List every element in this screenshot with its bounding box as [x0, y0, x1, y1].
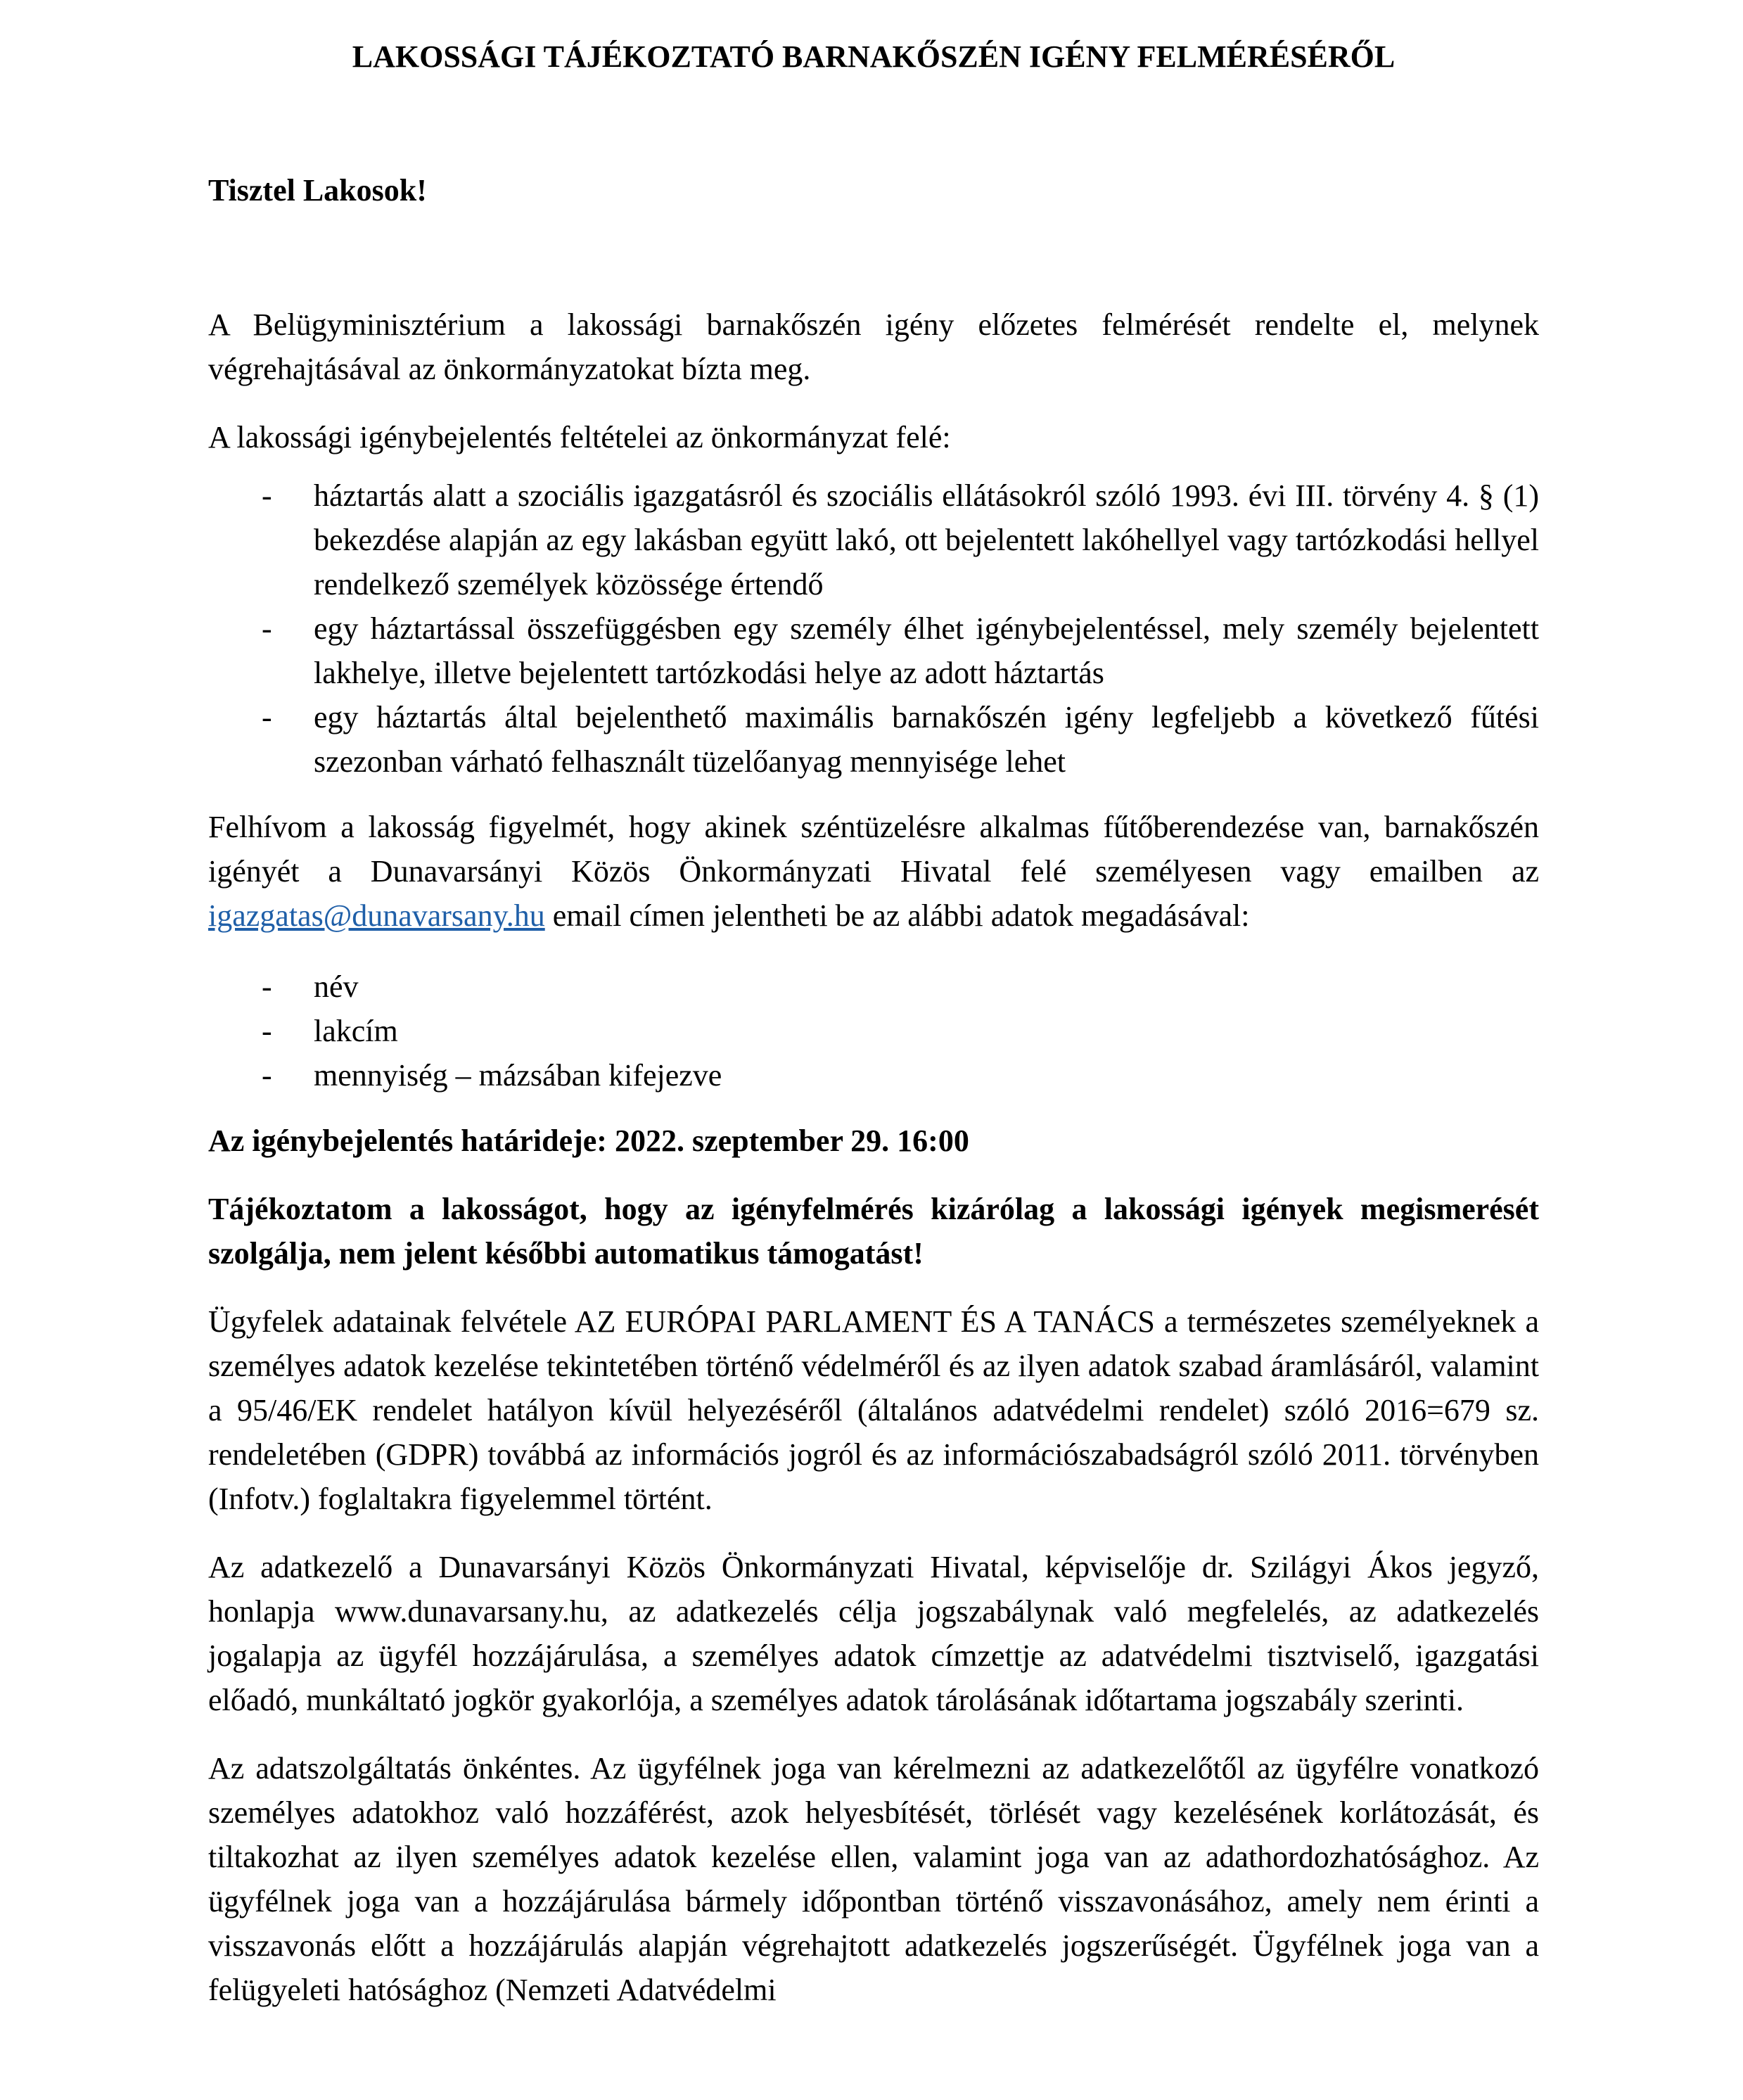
email-link[interactable]: igazgatas@dunavarsany.hu: [208, 898, 545, 933]
conditions-heading: A lakossági igénybejelentés feltételei az önkormányzat felé:: [208, 420, 951, 454]
document-title: LAKOSSÁGI TÁJÉKOZTATÓ BARNAKŐSZÉN IGÉNY FELMÉRÉSÉRŐL: [352, 39, 1396, 74]
dash-bullet: -: [262, 478, 272, 513]
condition-text: háztartás alatt a szociális igazgatásról és szociális ellátásokról szóló 1993. évi III. törvény 4. § (1) bekezdése alapján az egy lakásban együtt lakó, ott bejelentett lakóhellyel vagy tartózkodási hellyel rendelkező személyek közössége értendő: [314, 478, 1539, 602]
list-item: [208, 473, 1539, 606]
list-item: [208, 1053, 1539, 1097]
notice-paragraph: [208, 805, 1539, 938]
list-item: [208, 1009, 1539, 1053]
dash-bullet: -: [262, 700, 272, 734]
dash-bullet: -: [262, 969, 272, 1004]
list-item: [208, 606, 1539, 695]
required-data-text: mennyiség – mázsában kifejezve: [314, 1058, 722, 1093]
condition-text: egy háztartással összefüggésben egy személy élhet igénybejelentéssel, mely személy bejelentett lakhelye, illetve bejelentett tartózkodási helye az adott háztartás: [314, 611, 1539, 690]
notice-text-before: Felhívom a lakosság figyelmét, hogy akinek széntüzelésre alkalmas fűtőberendezése van, barnakőszén igényét a Dunavarsányi Közös Önkormányzati Hivatal felé személyesen vagy emailben az: [208, 810, 1539, 889]
gdpr-paragraph: Ügyfelek adatainak felvétele AZ EURÓPAI PARLAMENT ÉS A TANÁCS a természetes személyeknek a személyes adatok kezelése tekintetében történő védelméről és az ilyen adatok szabad áramlásáról, valamint a 95/46/EK rendelet hatályon kívül helyezéséről (általános adatvédelmi rendelet) szóló 2016=679 sz. rendeletében (GDPR) továbbá az információs jogról és az információszabadságról szóló 2011. törvényben (Infotv.) foglaltakra figyelemmel történt.: [208, 1304, 1539, 1516]
list-item: [208, 965, 1539, 1009]
rights-paragraph: Az adatszolgáltatás önkéntes. Az ügyfélnek joga van kérelmezni az adatkezelőtől az ügyfélre vonatkozó személyes adatokhoz való hozzáférést, azok helyesbítését, törlését vagy kezelésének korlátozását, és tiltakozhat az ilyen személyes adatok kezelése ellen, valamint joga van az adathordozhatósághoz. Az ügyfélnek joga van a hozzájárulása bármely időpontban történő visszavonásához, amely nem érinti a visszavonás előtt a hozzájárulás alapján végrehajtott adatkezelés jogszerűségét. Ügyfélnek joga van a felügyeleti hatósághoz (Nemzeti Adatvédelmi: [208, 1751, 1539, 2007]
required-data-list: [208, 965, 1539, 1097]
greeting: Tisztel Lakosok!: [208, 173, 427, 208]
required-data-text: lakcím: [314, 1014, 398, 1048]
document-body: [208, 303, 1539, 2036]
dash-bullet: -: [262, 1058, 272, 1093]
controller-paragraph: Az adatkezelő a Dunavarsányi Közös Önkormányzati Hivatal, képviselője dr. Szilágyi Ákos jegyző, honlapja www.dunavarsany.hu, az adatkezelés célja jogszabálynak való megfelelés, az adatkezelés jogalapja az ügyfél hozzájárulása, a személyes adatok címzettje az adatvédelmi tisztviselő, igazgatási előadó, munkáltató jogkör gyakorlója, a személyes adatok tárolásának időtartama jogszabály szerinti.: [208, 1550, 1539, 1717]
condition-text: egy háztartás által bejelenthető maximális barnakőszén igény legfeljebb a következő fűtési szezonban várható felhasznált tüzelőanyag mennyisége lehet: [314, 700, 1539, 779]
disclaimer: Tájékoztatom a lakosságot, hogy az igényfelmérés kizárólag a lakossági igények megismerését szolgálja, nem jelent későbbi automatikus támogatást!: [208, 1192, 1539, 1271]
conditions-list: [208, 473, 1539, 784]
list-item: [208, 695, 1539, 784]
notice-text-after: email címen jelentheti be az alábbi adatok megadásával:: [552, 898, 1250, 933]
required-data-text: név: [314, 969, 359, 1004]
intro-paragraph: A Belügyminisztérium a lakossági barnakőszén igény előzetes felmérését rendelte el, melynek végrehajtásával az önkormányzatokat bízta meg.: [208, 307, 1539, 386]
deadline: Az igénybejelentés határideje: 2022. szeptember 29. 16:00: [208, 1124, 969, 1158]
dash-bullet: -: [262, 1014, 272, 1048]
dash-bullet: -: [262, 611, 272, 646]
